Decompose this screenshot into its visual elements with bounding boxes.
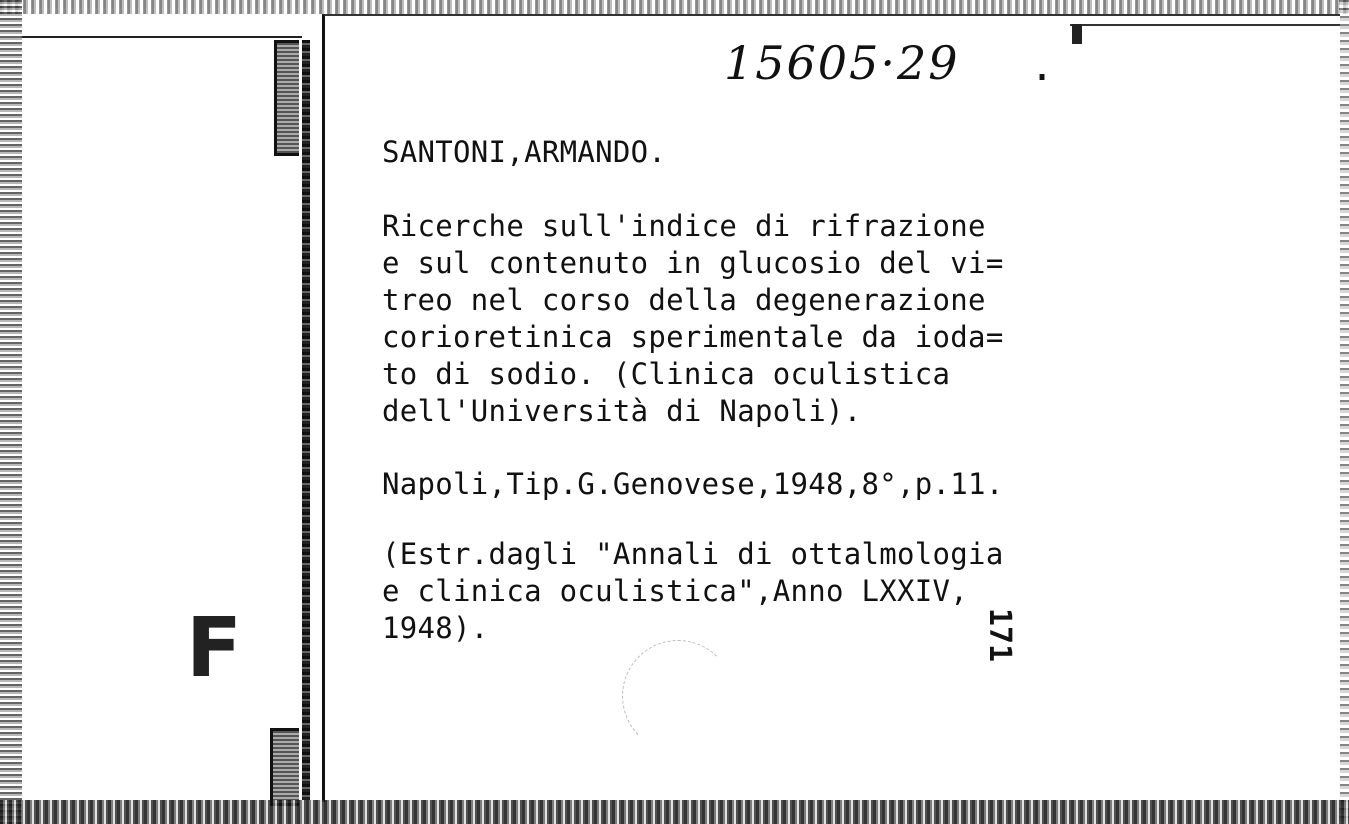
author-heading: SANTONI,ARMANDO.	[382, 135, 667, 169]
scan-noise-top	[0, 0, 1349, 14]
scan-noise-bottom	[0, 800, 1349, 824]
faint-stamp-circle	[622, 640, 734, 752]
title-line-4: corioretinica sperimentale da ioda=	[382, 320, 1004, 354]
scan-noise-right	[1339, 0, 1349, 824]
right-card-edge	[1070, 24, 1340, 46]
shelfmark: 15605·29	[724, 36, 960, 90]
title-line-1: Ricerche sull'indice di rifrazione	[382, 209, 986, 243]
note-line-2: e clinica oculistica",Anno LXXIV,	[382, 574, 969, 608]
title-line-2: e sul contenuto in glucosio del vi=	[382, 246, 1004, 280]
title-line-6: dell'Università di Napoli).	[382, 394, 862, 428]
imprint: Napoli,Tip.G.Genovese,1948,8°,p.11.	[382, 467, 1004, 501]
right-tab-mark	[1072, 24, 1082, 44]
card-divider	[302, 40, 310, 800]
left-card-edge	[22, 36, 302, 802]
side-number: 171	[982, 607, 1018, 663]
note-line-1: (Estr.dagli "Annali di ottalmologia	[382, 537, 1004, 571]
letter-mark: F	[186, 601, 243, 696]
scan-noise-left	[0, 0, 22, 824]
shelfmark-dot: .	[1030, 44, 1055, 90]
card-notch-bottom	[270, 728, 299, 806]
title-line-3: treo nel corso della degenerazione	[382, 283, 986, 317]
title-line-5: to di sodio. (Clinica oculistica	[382, 357, 951, 391]
card-notch-top	[274, 40, 299, 156]
note-line-3: 1948).	[382, 611, 489, 645]
